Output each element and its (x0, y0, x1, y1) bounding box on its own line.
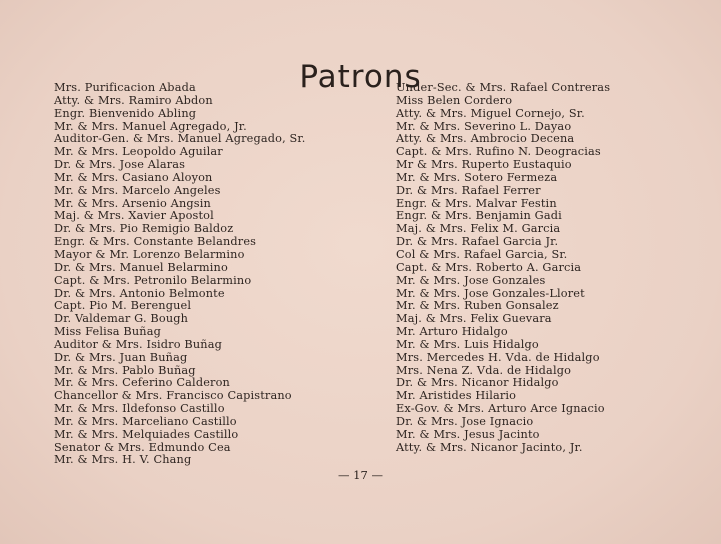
patron-entry: Mr. & Mrs. Luis Hidalgo (396, 337, 539, 351)
patron-entry: Mr. Arturo Hidalgo (396, 325, 508, 339)
patron-entry: Capt. & Mrs. Petronilo Belarmino (54, 273, 252, 287)
patron-entry: Auditor & Mrs. Isidro Buñag (54, 337, 222, 351)
patron-entry: Miss Belen Cordero (396, 93, 513, 107)
patron-entry: Maj. & Mrs. Felix Guevara (396, 312, 552, 326)
patron-entry: Dr. & Mrs. Jose Ignacio (396, 414, 534, 428)
patron-entry: Mr. & Mrs. Marcelo Angeles (54, 183, 221, 197)
patron-entry: Dr. Valdemar G. Bough (54, 312, 189, 326)
patron-entry: Dr. & Mrs. Jose Alaras (54, 158, 186, 172)
patron-entry: Dr. & Mrs. Rafael Ferrer (396, 183, 541, 197)
patron-entry: Mr. & Mrs. Ruben Gonsalez (396, 299, 559, 313)
patron-entry: Dr. & Mrs. Juan Buñag (54, 350, 188, 364)
patron-entry: Atty. & Mrs. Ramiro Abdon (54, 93, 213, 107)
patron-entry: Capt. & Mrs. Roberto A. Garcia (396, 260, 582, 274)
patron-entry: Mrs. Mercedes H. Vda. de Hidalgo (396, 350, 600, 364)
patron-entry: Mr. & Mrs. Jose Gonzales-Lloret (396, 286, 585, 300)
patron-entry: Mrs. Nena Z. Vda. de Hidalgo (396, 363, 572, 377)
patron-entry: Atty. & Mrs. Ambrocio Decena (396, 132, 575, 146)
patron-entry: Engr. Bienvenido Abling (54, 106, 197, 120)
patron-entry: Under-Sec. & Mrs. Rafael Contreras (396, 81, 611, 94)
patron-entry: Mr. & Mrs. Marceliano Castillo (54, 414, 237, 428)
patron-entry: Capt. & Mrs. Rufino N. Deogracias (396, 145, 601, 159)
patron-entry: Mr. & Mrs. Arsenio Angsin (54, 196, 211, 210)
patron-entry: Engr. & Mrs. Constante Belandres (54, 235, 257, 249)
patron-entry: Mr. & Mrs. Sotero Fermeza (396, 170, 558, 184)
patron-entry: Atty. & Mrs. Miguel Cornejo, Sr. (396, 106, 585, 120)
patron-entry: Maj. & Mrs. Felix M. Garcia (396, 222, 561, 236)
patron-entry: Mr. & Mrs. Casiano Aloyon (54, 170, 213, 184)
patron-entry: Ex-Gov. & Mrs. Arturo Arce Ignacio (396, 402, 605, 416)
patron-entry: Mr & Mrs. Ruperto Eustaquio (396, 158, 572, 172)
patron-entry: Dr. & Mrs. Pio Remigio Baldoz (54, 222, 234, 236)
patron-entry: Mrs. Purificacion Abada (54, 81, 196, 94)
patron-entry: Mr. & Mrs. H. V. Chang (54, 453, 192, 467)
page-title: Patrons (299, 58, 422, 95)
patron-entry: Senator & Mrs. Edmundo Cea (54, 440, 231, 454)
patron-entry: Mr. & Mrs. Leopoldo Aguilar (54, 145, 223, 159)
patron-entry: Engr. & Mrs. Benjamin Gadi (396, 209, 562, 223)
patron-entry: Miss Felisa Buñag (54, 325, 161, 339)
patron-entry: Mr. & Mrs. Manuel Agregado, Jr. (54, 119, 247, 133)
patron-entry: Mr. & Mrs. Ceferino Calderon (54, 376, 230, 390)
patron-entry: Mr. & Mrs. Ildefonso Castillo (54, 402, 225, 416)
patron-entry: Auditor-Gen. & Mrs. Manuel Agregado, Sr. (54, 132, 306, 146)
patron-entry: Mr. & Mrs. Severino L. Dayao (396, 119, 572, 133)
patron-entry: Maj. & Mrs. Xavier Apostol (54, 209, 214, 223)
patron-entry: Chancellor & Mrs. Francisco Capistrano (54, 389, 292, 403)
page-number: — 17 — (338, 468, 383, 482)
patron-entry: Dr. & Mrs. Rafael Garcia Jr. (396, 235, 559, 249)
patrons-list-right (396, 82, 696, 454)
patron-entry: Dr. & Mrs. Nicanor Hidalgo (396, 376, 559, 390)
patrons-list-left (54, 82, 384, 467)
patron-entry: Dr. & Mrs. Manuel Belarmino (54, 260, 228, 274)
patron-entry: Col & Mrs. Rafael Garcia, Sr. (396, 247, 568, 261)
patron-entry: Mr. Aristides Hilario (396, 389, 517, 403)
patron-entry: Dr. & Mrs. Antonio Belmonte (54, 286, 225, 300)
patron-entry: Capt. Pio M. Berenguel (54, 299, 192, 313)
patron-entry: Mr. & Mrs. Jose Gonzales (396, 273, 546, 287)
patron-entry: Atty. & Mrs. Nicanor Jacinto, Jr. (396, 440, 583, 454)
patron-entry: Mr. & Mrs. Melquiades Castillo (54, 427, 239, 441)
patron-entry: Mr. & Mrs. Pablo Buñag (54, 363, 196, 377)
patron-entry: Mr. & Mrs. Jesus Jacinto (396, 427, 540, 441)
patron-entry: Engr. & Mrs. Malvar Festin (396, 196, 557, 210)
patron-entry: Mayor & Mr. Lorenzo Belarmino (54, 247, 245, 261)
